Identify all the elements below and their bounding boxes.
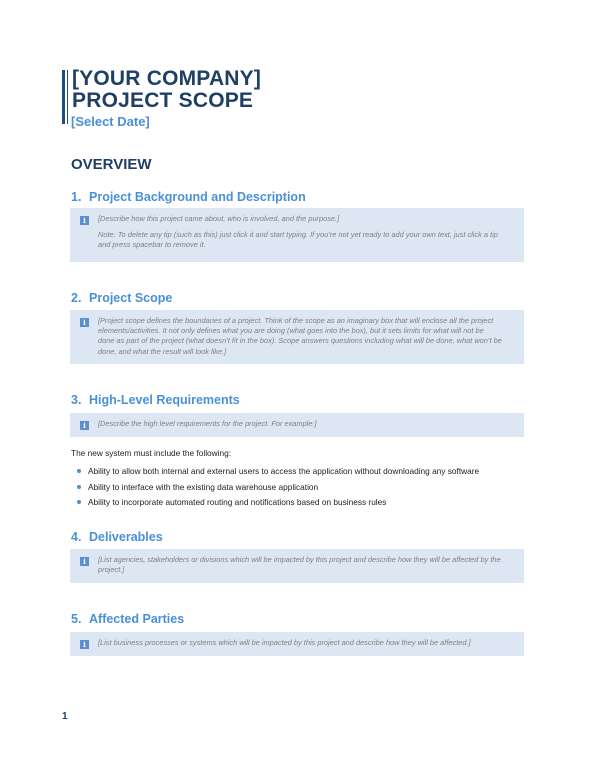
requirements-intro[interactable]: The new system must include the following:: [71, 448, 232, 458]
section-3-heading: [71, 393, 240, 407]
list-item[interactable]: [77, 482, 479, 498]
section-number: 2.: [71, 291, 82, 305]
tip-box-scope[interactable]: [70, 310, 524, 364]
tip-box-deliverables[interactable]: [70, 549, 524, 583]
tip-box-background[interactable]: [70, 208, 524, 262]
section-number: 5.: [71, 612, 82, 626]
section-5-heading: [71, 612, 184, 626]
tip-box-affected-parties[interactable]: [70, 632, 524, 656]
section-title: Affected Parties: [89, 612, 185, 626]
list-item-text: Ability to incorporate automated routing and notifications based on business rules: [88, 497, 387, 507]
tip-text: [List business processes or systems which will be impacted by this project and describe how they will be affected.]: [98, 638, 471, 647]
section-title: Project Scope: [89, 291, 173, 305]
section-title: High-Level Requirements: [89, 393, 240, 407]
list-item-text: Ability to allow both internal and external users to access the application without downloading any software: [88, 466, 480, 476]
tip-text: [Describe the high level requirements for the project. For example:]: [98, 419, 317, 428]
section-1-heading: [71, 190, 306, 204]
title-project-scope: PROJECT SCOPE: [72, 89, 254, 112]
info-icon: i: [80, 421, 89, 430]
tip-box-requirements[interactable]: [70, 413, 524, 437]
list-item[interactable]: [77, 466, 479, 482]
section-title: Project Background and Description: [89, 190, 306, 204]
info-icon: i: [80, 557, 89, 566]
list-item[interactable]: [77, 497, 479, 513]
info-icon: i: [80, 640, 89, 649]
date-picker[interactable]: [Select Date]: [71, 114, 150, 129]
section-title: Deliverables: [89, 530, 163, 544]
list-item-text: Ability to interface with the existing data warehouse application: [88, 481, 319, 492]
bullet-dot: [77, 485, 81, 489]
section-number: 1.: [71, 190, 82, 204]
company-name[interactable]: [YOUR COMPANY]: [72, 67, 262, 90]
info-icon: i: [80, 318, 89, 327]
info-icon: i: [80, 216, 89, 225]
page-number: 1: [62, 711, 68, 722]
overview-heading: OVERVIEW: [71, 156, 152, 173]
bullet-dot: [77, 469, 81, 473]
tip-text: [List agencies, stakeholders or divisions which will be impacted by this project and describe how they will be affected by the project.]: [98, 555, 501, 575]
tip-text: [Describe how this project came about, who is involved, and the purpose.]: [98, 214, 340, 223]
accent-bar-right: [67, 70, 68, 124]
bullet-dot: [77, 500, 81, 504]
tip-note: Note: To delete any tip (such as this) just click it and start typing. If you’re not yet ready to add your own text, just click a tip and press spacebar to remove it.: [98, 230, 498, 250]
section-number: 3.: [71, 393, 82, 407]
tip-text: [Project scope defines the boundaries of a project. Think of the scope as an imaginary box that will enclose all the project elements/activities. It not only defines what you are doing (what goes into the box), but it sets limits for what will not be done as part of the project (what doesn’t fit in the box). Scope answers questions including what will be done, what won’t be done, and what the result will look like.]: [98, 316, 502, 356]
requirements-list: [77, 466, 479, 513]
section-4-heading: [71, 530, 163, 544]
section-2-heading: [71, 291, 172, 305]
accent-bar-left: [62, 70, 65, 124]
document-title[interactable]: [72, 68, 261, 112]
section-number: 4.: [71, 530, 82, 544]
